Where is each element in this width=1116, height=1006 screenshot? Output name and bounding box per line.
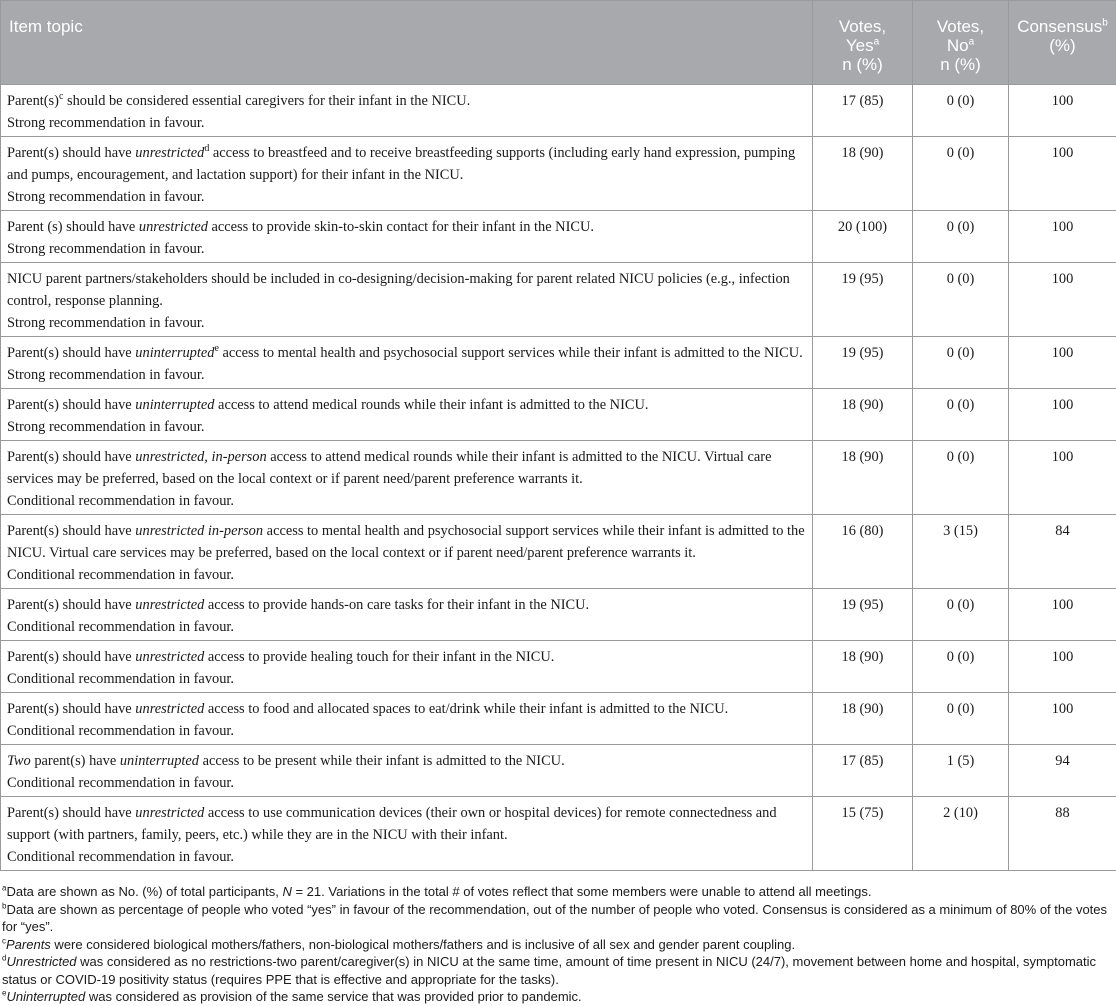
- header-cons-line2: (%): [1049, 36, 1075, 55]
- text-segment: access to attend medical rounds while their infant is admitted to the NICU. Virtual care services may be preferred, based on the local context or if parent need/parent preference warrants it.: [7, 449, 771, 487]
- votes-yes-cell: 18 (90): [813, 137, 913, 211]
- votes-no-cell: 0 (0): [913, 641, 1009, 693]
- votes-yes-cell: 17 (85): [813, 85, 913, 137]
- emphasis-text: unrestricted: [135, 701, 204, 717]
- header-no-line2: No: [947, 36, 969, 55]
- table-row: [1, 693, 1116, 745]
- emphasis-text: unrestricted: [135, 649, 204, 665]
- consensus-cell: 100: [1009, 263, 1116, 337]
- table-row: [1, 389, 1116, 441]
- text-segment: NICU parent partners/stakeholders should be included in co-designing/decision-making for parent related NICU policies (e.g., infection control, response planning.: [7, 271, 790, 309]
- recommendation-strength: Conditional recommendation in favour.: [7, 772, 806, 794]
- text-segment: Parent (s) should have: [7, 219, 139, 235]
- table-body: [1, 85, 1116, 871]
- footnote-mark: e: [214, 343, 218, 354]
- consensus-cell: 100: [1009, 693, 1116, 745]
- text-segment: were considered biological mothers/fathers, non-biological mothers/fathers and is inclusive of all sex and gender parent coupling.: [51, 937, 795, 952]
- recommendation-strength: Strong recommendation in favour.: [7, 312, 806, 334]
- text-segment: Parent(s) should have: [7, 397, 135, 413]
- recommendation-strength: Conditional recommendation in favour.: [7, 720, 806, 742]
- item-topic-cell: [1, 441, 813, 515]
- emphasis-text: unrestricted: [135, 145, 204, 161]
- votes-no-cell: 0 (0): [913, 85, 1009, 137]
- text-segment: = 21. Variations in the total # of votes reflect that some members were unable to attend all meetings.: [292, 884, 872, 899]
- votes-yes-cell: 19 (95): [813, 263, 913, 337]
- text-segment: access to provide hands-on care tasks for their infant in the NICU.: [204, 597, 589, 613]
- emphasis-text: uninterrupted: [135, 345, 214, 361]
- footnote-mark: b: [2, 901, 6, 910]
- emphasis-text: Two: [7, 753, 31, 769]
- text-segment: access to breastfeed and to receive breastfeeding supports (including early hand expression, pumping and pumps, encouragement, and lactation support) for their infant in the NICU.: [7, 145, 795, 183]
- emphasis-text: uninterrupted: [120, 753, 199, 769]
- recommendation-strength: Conditional recommendation in favour.: [7, 846, 806, 868]
- recommendation-strength: Strong recommendation in favour.: [7, 238, 806, 260]
- header-consensus: [1009, 1, 1116, 85]
- consensus-cell: 88: [1009, 797, 1116, 871]
- recommendation-strength: Conditional recommendation in favour.: [7, 616, 806, 638]
- header-yes-footnote-mark: a: [874, 36, 880, 47]
- text-segment: was considered as provision of the same service that was provided prior to pandemic.: [85, 989, 581, 1004]
- header-yes-line3: n (%): [842, 55, 883, 74]
- header-no-line1: Votes,: [937, 17, 984, 36]
- consensus-cell: 100: [1009, 389, 1116, 441]
- table-row: [1, 797, 1116, 871]
- consensus-cell: 100: [1009, 337, 1116, 389]
- votes-yes-cell: 17 (85): [813, 745, 913, 797]
- footnote-mark: e: [2, 989, 6, 998]
- emphasis-text: uninterrupted: [135, 397, 214, 413]
- header-yes-line2: Yes: [846, 36, 874, 55]
- emphasis-text: unrestricted, in-person: [135, 449, 266, 465]
- text-segment: access to mental health and psychosocial support services while their infant is admitted to the NICU. Virtual care services may be preferred, based on the local context or if parent need/parent preference warrants it.: [7, 523, 805, 561]
- votes-yes-cell: 18 (90): [813, 641, 913, 693]
- consensus-cell: 100: [1009, 137, 1116, 211]
- emphasis-text: unrestricted: [139, 219, 208, 235]
- votes-yes-cell: 19 (95): [813, 337, 913, 389]
- table-row: [1, 85, 1116, 137]
- votes-yes-cell: 18 (90): [813, 693, 913, 745]
- recommendation-strength: Strong recommendation in favour.: [7, 364, 806, 386]
- recommendation-strength: Conditional recommendation in favour.: [7, 668, 806, 690]
- text-segment: access to be present while their infant is admitted to the NICU.: [199, 753, 565, 769]
- emphasis-text: Unrestricted: [6, 954, 76, 969]
- votes-no-cell: 0 (0): [913, 389, 1009, 441]
- text-segment: access to food and allocated spaces to eat/drink while their infant is admitted to the NICU.: [204, 701, 728, 717]
- header-votes-yes: [813, 1, 913, 85]
- table-row: [1, 745, 1116, 797]
- table-row: [1, 441, 1116, 515]
- text-segment: access to mental health and psychosocial support services while their infant is admitted to the NICU.: [219, 345, 803, 361]
- consensus-cell: 100: [1009, 211, 1116, 263]
- item-topic-cell: [1, 745, 813, 797]
- item-topic-cell: [1, 263, 813, 337]
- footnote: [2, 936, 1116, 954]
- text-segment: should be considered essential caregivers for their infant in the NICU.: [63, 93, 470, 109]
- footnote-mark: d: [204, 143, 209, 154]
- table-row: [1, 515, 1116, 589]
- text-segment: access to provide skin-to-skin contact for their infant in the NICU.: [208, 219, 594, 235]
- emphasis-text: N: [282, 884, 291, 899]
- text-segment: Parent(s) should have: [7, 449, 135, 465]
- item-topic-cell: [1, 515, 813, 589]
- votes-no-cell: 0 (0): [913, 589, 1009, 641]
- footnote-mark: c: [59, 91, 63, 102]
- table-row: [1, 337, 1116, 389]
- header-yes-line1: Votes,: [839, 17, 886, 36]
- header-no-line3: n (%): [940, 55, 981, 74]
- footnote: [2, 901, 1116, 936]
- text-segment: Parent(s) should have: [7, 345, 135, 361]
- recommendation-strength: Strong recommendation in favour.: [7, 416, 806, 438]
- text-segment: Parent(s) should have: [7, 805, 135, 821]
- table-row: [1, 641, 1116, 693]
- item-topic-cell: [1, 389, 813, 441]
- votes-no-cell: 0 (0): [913, 137, 1009, 211]
- footnote-mark: d: [2, 954, 6, 963]
- text-segment: access to provide healing touch for their infant in the NICU.: [204, 649, 554, 665]
- text-segment: Parent(s) should have: [7, 145, 135, 161]
- votes-yes-cell: 16 (80): [813, 515, 913, 589]
- table-row: [1, 263, 1116, 337]
- text-segment: Parent(s) should have: [7, 701, 135, 717]
- footnote-mark: c: [2, 936, 6, 945]
- item-topic-cell: [1, 137, 813, 211]
- emphasis-text: Parents: [6, 937, 51, 952]
- footnote-mark: a: [2, 884, 6, 893]
- votes-no-cell: 0 (0): [913, 337, 1009, 389]
- votes-yes-cell: 18 (90): [813, 389, 913, 441]
- votes-yes-cell: 20 (100): [813, 211, 913, 263]
- consensus-cell: 100: [1009, 441, 1116, 515]
- table-header-row: [1, 1, 1116, 85]
- item-topic-cell: [1, 589, 813, 641]
- header-topic-label: Item topic: [9, 17, 83, 36]
- footnote: [2, 883, 1116, 901]
- table-row: [1, 589, 1116, 641]
- consensus-cell: 100: [1009, 641, 1116, 693]
- recommendation-strength: Strong recommendation in favour.: [7, 186, 806, 208]
- votes-no-cell: 1 (5): [913, 745, 1009, 797]
- table-row: [1, 137, 1116, 211]
- votes-yes-cell: 19 (95): [813, 589, 913, 641]
- item-topic-cell: [1, 85, 813, 137]
- consensus-cell: 100: [1009, 85, 1116, 137]
- text-segment: Parent(s) should have: [7, 649, 135, 665]
- item-topic-cell: [1, 337, 813, 389]
- recommendation-strength: Strong recommendation in favour.: [7, 112, 806, 134]
- text-segment: access to attend medical rounds while their infant is admitted to the NICU.: [214, 397, 648, 413]
- consensus-cell: 100: [1009, 589, 1116, 641]
- text-segment: Parent(s) should have: [7, 597, 135, 613]
- table-row: [1, 211, 1116, 263]
- item-topic-cell: [1, 693, 813, 745]
- table-footnotes: [0, 871, 1116, 1006]
- item-topic-cell: [1, 797, 813, 871]
- text-segment: access to use communication devices (their own or hospital devices) for remote connectedness and support (with partners, family, peers, etc.) while they are in the NICU with their infant.: [7, 805, 777, 843]
- votes-no-cell: 0 (0): [913, 693, 1009, 745]
- header-cons-footnote-mark: b: [1102, 17, 1108, 28]
- item-topic-cell: [1, 211, 813, 263]
- consensus-cell: 84: [1009, 515, 1116, 589]
- votes-no-cell: 3 (15): [913, 515, 1009, 589]
- votes-no-cell: 0 (0): [913, 263, 1009, 337]
- text-segment: Data are shown as No. (%) of total participants,: [6, 884, 282, 899]
- text-segment: Parent(s) should have: [7, 523, 135, 539]
- votes-no-cell: 0 (0): [913, 211, 1009, 263]
- header-votes-no: [913, 1, 1009, 85]
- header-no-footnote-mark: a: [969, 36, 975, 47]
- votes-yes-cell: 18 (90): [813, 441, 913, 515]
- item-topic-cell: [1, 641, 813, 693]
- footnote: [2, 988, 1116, 1006]
- header-cons-line1: Consensus: [1017, 17, 1102, 36]
- emphasis-text: Uninterrupted: [6, 989, 85, 1004]
- consensus-cell: 94: [1009, 745, 1116, 797]
- recommendation-strength: Conditional recommendation in favour.: [7, 490, 806, 512]
- votes-yes-cell: 15 (75): [813, 797, 913, 871]
- emphasis-text: unrestricted: [135, 805, 204, 821]
- emphasis-text: unrestricted in-person: [135, 523, 263, 539]
- text-segment: Parent(s): [7, 93, 59, 109]
- votes-no-cell: 0 (0): [913, 441, 1009, 515]
- votes-no-cell: 2 (10): [913, 797, 1009, 871]
- text-segment: parent(s) have: [31, 753, 120, 769]
- header-item-topic: [1, 1, 813, 85]
- text-segment: Data are shown as percentage of people who voted “yes” in favour of the recommendation, out of the number of people who voted. Consensus is considered as a minimum of 80% of the votes for “yes”.: [2, 902, 1107, 935]
- emphasis-text: unrestricted: [135, 597, 204, 613]
- text-segment: was considered as no restrictions-two parent/caregiver(s) in NICU at the same time, amount of time present in NICU (24/7), movement between home and hospital, symptomatic status or COVID-19 positivity status (requires PPE that is effective and appropriate for the tasks).: [2, 954, 1096, 987]
- recommendation-strength: Conditional recommendation in favour.: [7, 564, 806, 586]
